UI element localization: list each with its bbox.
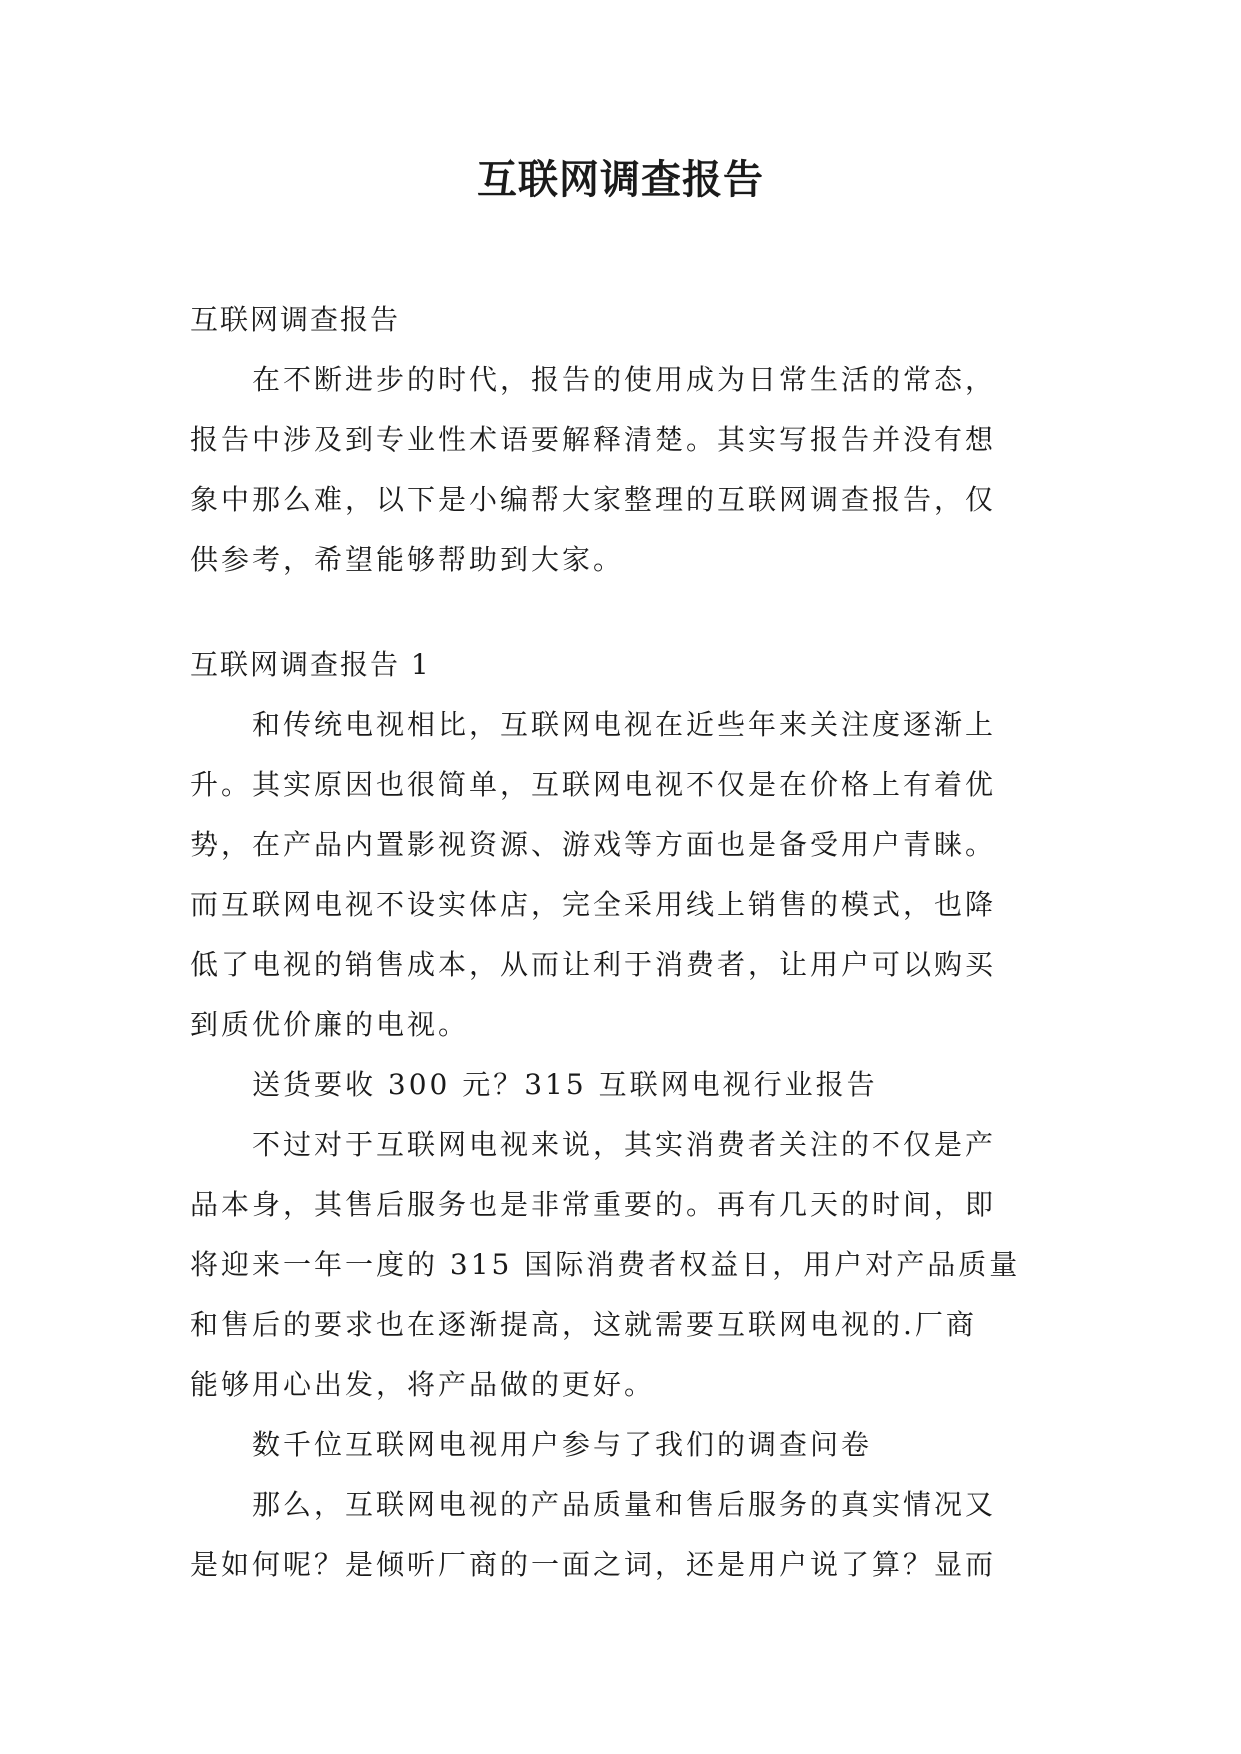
- text-line: 低了电视的销售成本，从而让利于消费者，让用户可以购买: [190, 948, 997, 981]
- text-line: 而互联网电视不设实体店，完全采用线上销售的模式，也降: [190, 888, 997, 921]
- text-line: 在不断进步的时代，报告的使用成为日常生活的常态，: [190, 363, 997, 396]
- text-line: 不过对于互联网电视来说，其实消费者关注的不仅是产: [190, 1128, 997, 1161]
- text-line: 到质优价廉的电视。: [190, 1008, 470, 1041]
- document-body: [190, 290, 1070, 1595]
- section1-content: [190, 695, 1070, 1595]
- text-line: 供参考，希望能够帮助到大家。: [190, 543, 625, 576]
- subheading-line: 送货要收 300 元？315 互联网电视行业报告: [190, 1068, 878, 1101]
- intro-paragraph: [190, 350, 1070, 590]
- text-line: 那么，互联网电视的产品质量和售后服务的真实情况又: [190, 1488, 997, 1521]
- text-line: 品本身，其售后服务也是非常重要的。再有几天的时间，即: [190, 1188, 997, 1221]
- text-line: 和售后的要求也在逐渐提高，这就需要互联网电视的.厂商: [190, 1308, 977, 1341]
- section1-heading: 互联网调查报告 1: [190, 648, 431, 681]
- text-line: 能够用心出发，将产品做的更好。: [190, 1368, 656, 1401]
- text-line: 升。其实原因也很简单，互联网电视不仅是在价格上有着优: [190, 768, 997, 801]
- text-line: 是如何呢？是倾听厂商的一面之词，还是用户说了算？显而: [190, 1548, 997, 1581]
- text-line: 象中那么难，以下是小编帮大家整理的互联网调查报告，仅: [190, 483, 997, 516]
- text-line: 报告中涉及到专业性术语要解释清楚。其实写报告并没有想: [190, 423, 997, 456]
- text-line: 和传统电视相比，互联网电视在近些年来关注度逐渐上: [190, 708, 997, 741]
- text-line: 势，在产品内置影视资源、游戏等方面也是备受用户青睐。: [190, 828, 997, 861]
- section-spacer: [190, 590, 1070, 635]
- intro-heading: 互联网调查报告: [190, 303, 401, 336]
- document-title: 互联网调查报告: [477, 157, 764, 203]
- text-line: 将迎来一年一度的 315 国际消费者权益日，用户对产品质量: [190, 1248, 1021, 1281]
- subheading-line: 数千位互联网电视用户参与了我们的调查问卷: [190, 1428, 873, 1461]
